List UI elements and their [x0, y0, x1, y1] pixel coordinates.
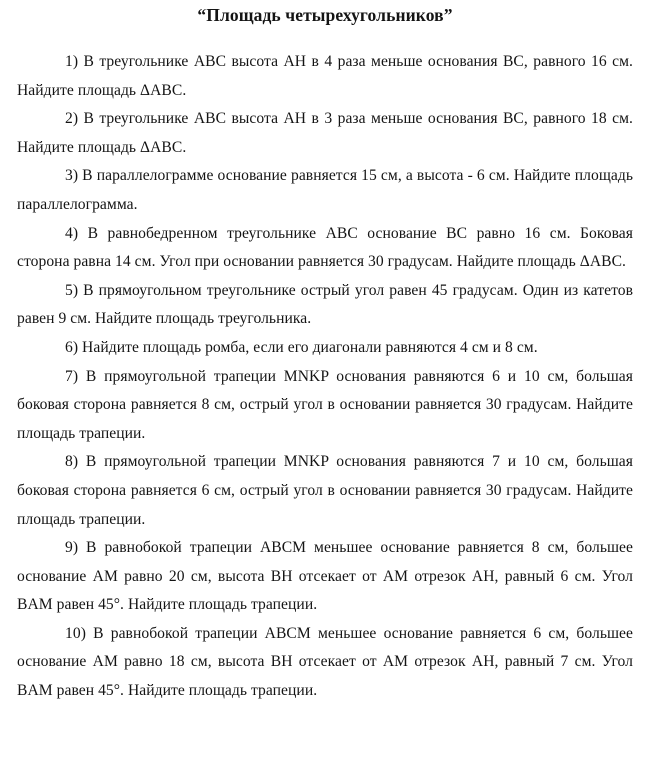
- problem-3: 3) В параллелограмме основание равняется 15 см, а высота - 6 см. Найдите площадь параллелограмма.: [17, 167, 633, 213]
- problem-8: 8) В прямоугольной трапеции MNKP основания равняются 7 и 10 см, большая боковая сторона равняется 6 см, острый угол в основании равняется 30 градусам. Найдите площадь трапеции.: [17, 453, 633, 528]
- page-title: “Площадь четырехугольников”: [197, 5, 453, 25]
- problem-6: 6) Найдите площадь ромба, если его диагонали равняются 4 см и 8 см.: [65, 338, 538, 356]
- problem-9: 9) В равнобокой трапеции ABCM меньшее основание равняется 8 см, большее основание AM равно 20 см, высота BH отсекает от AM отрезок AH, равный 6 см. Угол BAM равен 45°. Найдите площадь трапеции.: [17, 539, 633, 614]
- problem-4: 4) В равнобедренном треугольнике ABC основание BC равно 16 см. Боковая сторона равна 14 см. Угол при основании равняется 30 градусам. Найдите площадь ΔABC.: [17, 224, 633, 271]
- problem-7: 7) В прямоугольной трапеции MNKP основания равняются 6 и 10 см, большая боковая сторона равняется 8 см, острый угол в основании равняется 30 градусам. Найдите площадь трапеции.: [17, 367, 633, 442]
- problem-2: 2) В треугольнике ABC высота AH в 3 раза меньше основания BC, равного 18 см. Найдите площадь ΔABC.: [17, 110, 633, 156]
- problem-1: 1) В треугольнике ABC высота AH в 4 раза меньше основания BC, равного 16 см. Найдите площадь ΔABC.: [17, 53, 633, 99]
- problem-10: 10) В равнобокой трапеции ABCM меньшее основание равняется 6 см, большее основание AM равно 18 см, высота BH отсекает от AM отрезок AH, равный 7 см. Угол BAM равен 45°. Найдите площадь трапеции.: [17, 624, 633, 700]
- problem-5: 5) В прямоугольном треугольнике острый угол равен 45 градусам. Один из катетов равен 9 см. Найдите площадь треугольника.: [17, 281, 633, 328]
